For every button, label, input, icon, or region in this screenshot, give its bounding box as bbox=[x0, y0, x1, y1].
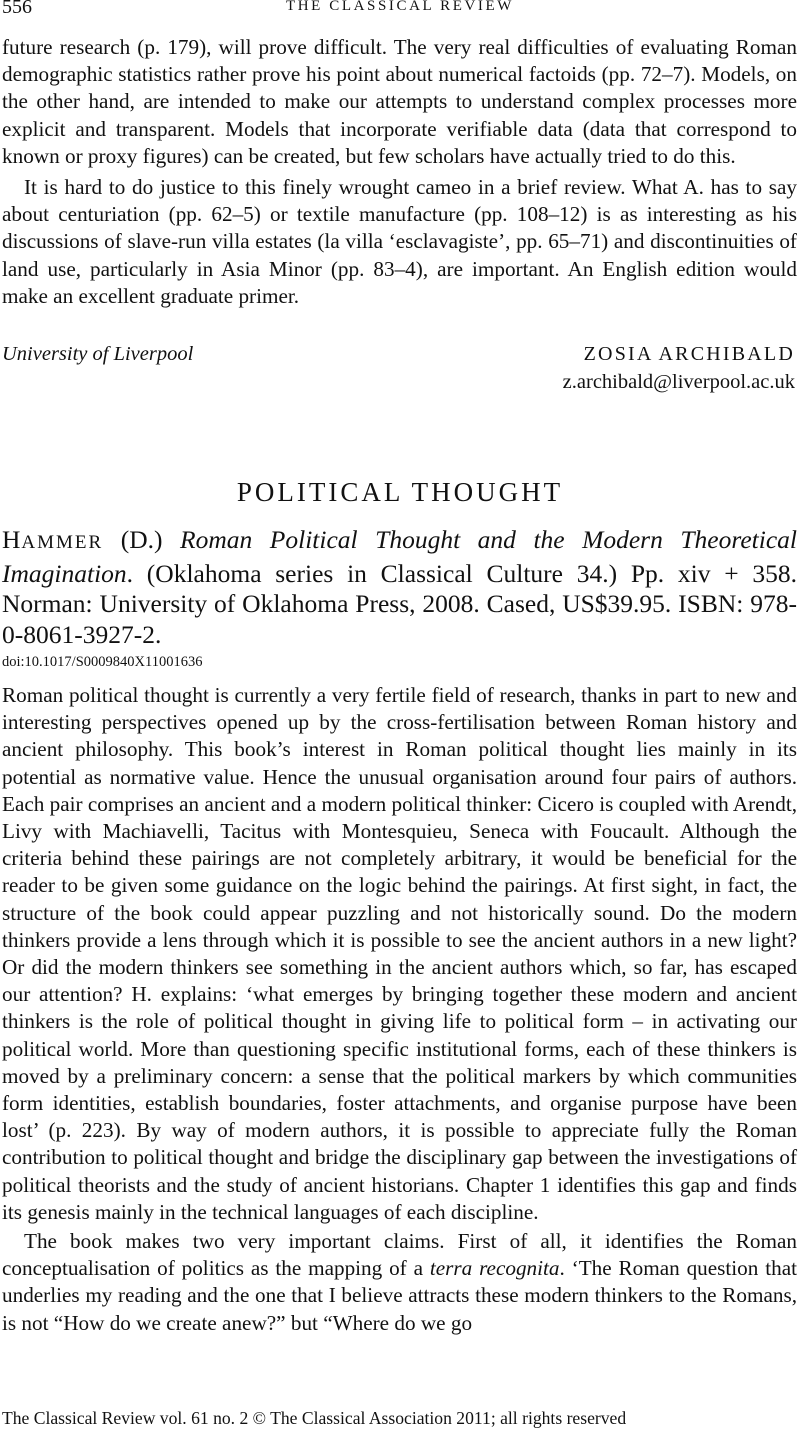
book-citation bbox=[2, 525, 797, 650]
book-title: Roman Political Thought and the Modern Theoretical Imagination bbox=[2, 525, 797, 588]
previous-review-continuation bbox=[2, 34, 797, 310]
paragraph: future research (p. 179), will prove difficult. The very real difficulties of evaluating Roman demographic statistics rather prove his point about numerical factoids (pp. 72–7). Models, on the other hand, are intended to make our attempts to understand complex processes more explicit and transparent. Models that incorporate verifiable data (data that correspond to known or proxy figures) can be created, but few scholars have actually tried to do this. bbox=[2, 35, 797, 168]
reviewer-signature bbox=[2, 340, 797, 393]
paragraph: It is hard to do justice to this finely wrought cameo in a brief review. What A. has to say about centuriation (pp. 62–5) or textile manufacture (pp. 108–12) is as interesting as his discussions of slave-run villa estates (la villa ‘esclavagiste’, pp. 65–71) and discontinuities of land use, particularly in Asia Minor (pp. 83–4), are important. An English edition would make an excellent graduate primer. bbox=[2, 175, 797, 308]
doi: doi:10.1017/S0009840X11001636 bbox=[2, 654, 203, 670]
page-number: 556 bbox=[2, 0, 32, 18]
paragraph: Roman political thought is currently a very fertile field of research, thanks in part to new and interesting perspectives opened up by the cross-fertilisation between Roman history and ancient philosophy. This book’s interest in Roman political thought lies mainly in its potential as normative value. Hence the unusual organisation around four pairs of authors. Each pair comprises an ancient and a modern political thinker: Cicero is coupled with Arendt, Livy with Machiavelli, Tacitus with Montesquieu, Seneca with Foucault. Although the criteria behind these pairings are not completely arbitrary, it would be beneficial for the reader to be given some guidance on the logic behind the pairings. At first sight, in fact, the structure of the book could appear puzzling and not historically sound. Do the modern thinkers provide a lens through which it is possible to see the ancient authors in a new light? Or did the modern thinkers see something in the ancient authors which, so far, has escaped our attention? H. explains: ‘what emerges by bringing together these modern and ancient thinkers is the role of political thought in giving life to political form – in activating our political world. More than questioning specific institutional forms, each of these thinkers is moved by a preliminary concern: a sense that the political markers by which communities form identities, establish boundaries, foster attachments, and organise purpose have been lost’ (p. 223). By way of modern authors, it is possible to appreciate fully the Roman contribution to political thought and bridge the disciplinary gap between the investigations of political theorists and the study of ancient historians. Chapter 1 identifies this gap and finds its genesis mainly in the technical languages of each discipline. bbox=[2, 683, 797, 1224]
review-body bbox=[2, 682, 797, 1337]
reviewer-institution: University of Liverpool bbox=[2, 343, 194, 365]
book-author-initial: H bbox=[2, 525, 22, 554]
text-run: The book makes two very important claims. First of all, it identifies the Roman conceptualisation of politics as the mapping of a bbox=[2, 1229, 797, 1281]
reviewer-email: z.archibald@liverpool.ac.uk bbox=[562, 371, 795, 393]
paragraph bbox=[2, 1228, 797, 1337]
text-run: . ‘The Roman question that underlies my reading and the one that I believe attracts these modern thinkers to the Romans, is not “How do we create anew?” but “Where do we go bbox=[2, 1256, 797, 1335]
book-details: . (Oklahoma series in Classical Culture 34.) Pp. xiv + 358. Norman: University of Oklahoma Press, 2008. Cased, US$39.95. ISBN: 978-0-8061-3927-2. bbox=[2, 558, 797, 649]
page-header bbox=[0, 0, 800, 20]
book-author-surname: AMMER bbox=[21, 532, 104, 553]
book-author-given: (D.) bbox=[103, 525, 181, 554]
reviewer-name: ZOSIA ARCHIBALD bbox=[583, 343, 795, 365]
page-footer: The Classical Review vol. 61 no. 2 © The Classical Association 2011; all rights reserved bbox=[2, 1408, 627, 1428]
italic-term: terra recognita bbox=[429, 1256, 560, 1281]
running-head: THE CLASSICAL REVIEW bbox=[285, 0, 515, 14]
section-title: POLITICAL THOUGHT bbox=[236, 477, 564, 507]
